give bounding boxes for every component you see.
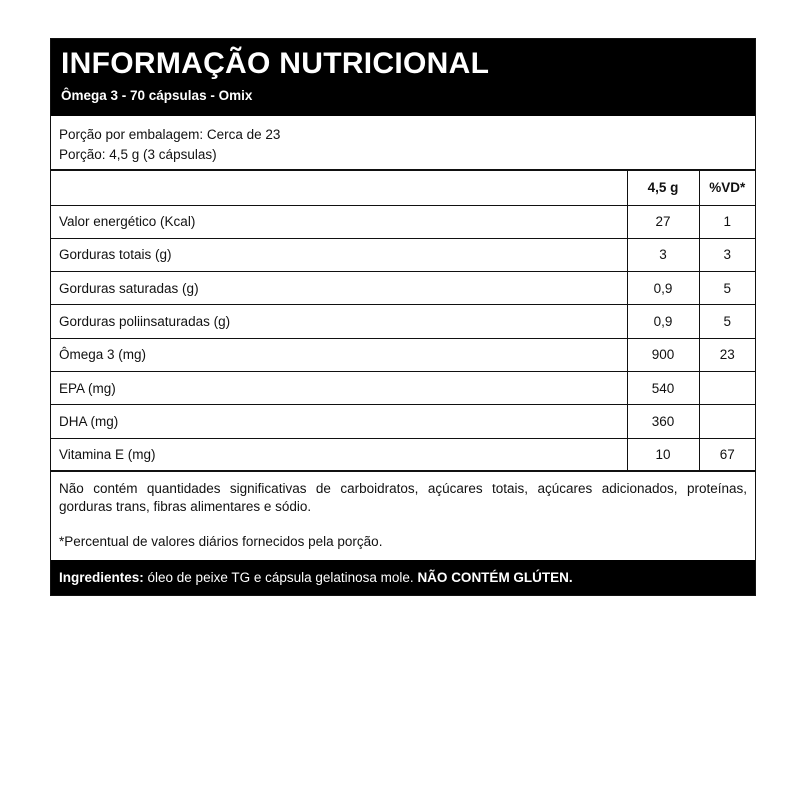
ingredients-label: Ingredientes: [59,570,144,586]
ingredients-bar [51,560,755,595]
nutrient-name: Vitamina E (mg) [51,438,627,471]
panel-header [51,39,755,116]
table-row [51,371,755,404]
nutrient-amount: 360 [627,405,699,438]
nutrient-vd: 3 [699,238,755,271]
nutrient-name: EPA (mg) [51,371,627,404]
nutrient-vd: 23 [699,338,755,371]
not-significant-note: Não contém quantidades significativas de carboidratos, açúcares totais, açúcares adicionados, proteínas, gorduras trans, fibras alimentares e sódio. [59,481,747,515]
column-header-amount: 4,5 g [627,171,699,205]
nutrient-vd [699,405,755,438]
table-row [51,238,755,271]
daily-value-footnote: *Percentual de valores diários fornecidos pela porção. [59,534,383,550]
panel-title: INFORMAÇÃO NUTRICIONAL [61,47,490,80]
table-row [51,305,755,338]
gluten-warning: NÃO CONTÉM GLÚTEN. [417,570,573,586]
serving-info [51,116,755,171]
nutrient-name: Gorduras poliinsaturadas (g) [51,305,627,338]
nutrient-name: DHA (mg) [51,405,627,438]
nutrient-amount: 900 [627,338,699,371]
nutrient-vd: 5 [699,305,755,338]
nutrient-amount: 540 [627,371,699,404]
nutrient-vd: 1 [699,205,755,238]
table-row [51,272,755,305]
nutrition-table [51,171,755,472]
table-row [51,405,755,438]
nutrient-name: Gorduras totais (g) [51,238,627,271]
nutrient-name: Gorduras saturadas (g) [51,272,627,305]
column-header-nutrient [51,171,627,205]
nutrient-amount: 27 [627,205,699,238]
table-row [51,338,755,371]
nutrient-vd [699,371,755,404]
nutrient-amount: 0,9 [627,272,699,305]
servings-per-package: Porção por embalagem: Cerca de 23 [59,127,281,142]
nutrient-vd: 5 [699,272,755,305]
nutrient-amount: 0,9 [627,305,699,338]
table-header-row [51,171,755,205]
nutrient-vd: 67 [699,438,755,471]
table-row [51,205,755,238]
footnotes [51,472,755,551]
nutrient-name: Valor energético (Kcal) [51,205,627,238]
nutrition-facts-panel [50,38,756,596]
column-header-vd: %VD* [699,171,755,205]
nutrient-amount: 3 [627,238,699,271]
nutrient-amount: 10 [627,438,699,471]
table-row [51,438,755,471]
serving-size: Porção: 4,5 g (3 cápsulas) [59,147,217,162]
product-subtitle: Ômega 3 - 70 cápsulas - Omix [61,88,253,103]
nutrient-name: Ômega 3 (mg) [51,338,627,371]
ingredients-text: óleo de peixe TG e cápsula gelatinosa mole. [143,570,418,586]
